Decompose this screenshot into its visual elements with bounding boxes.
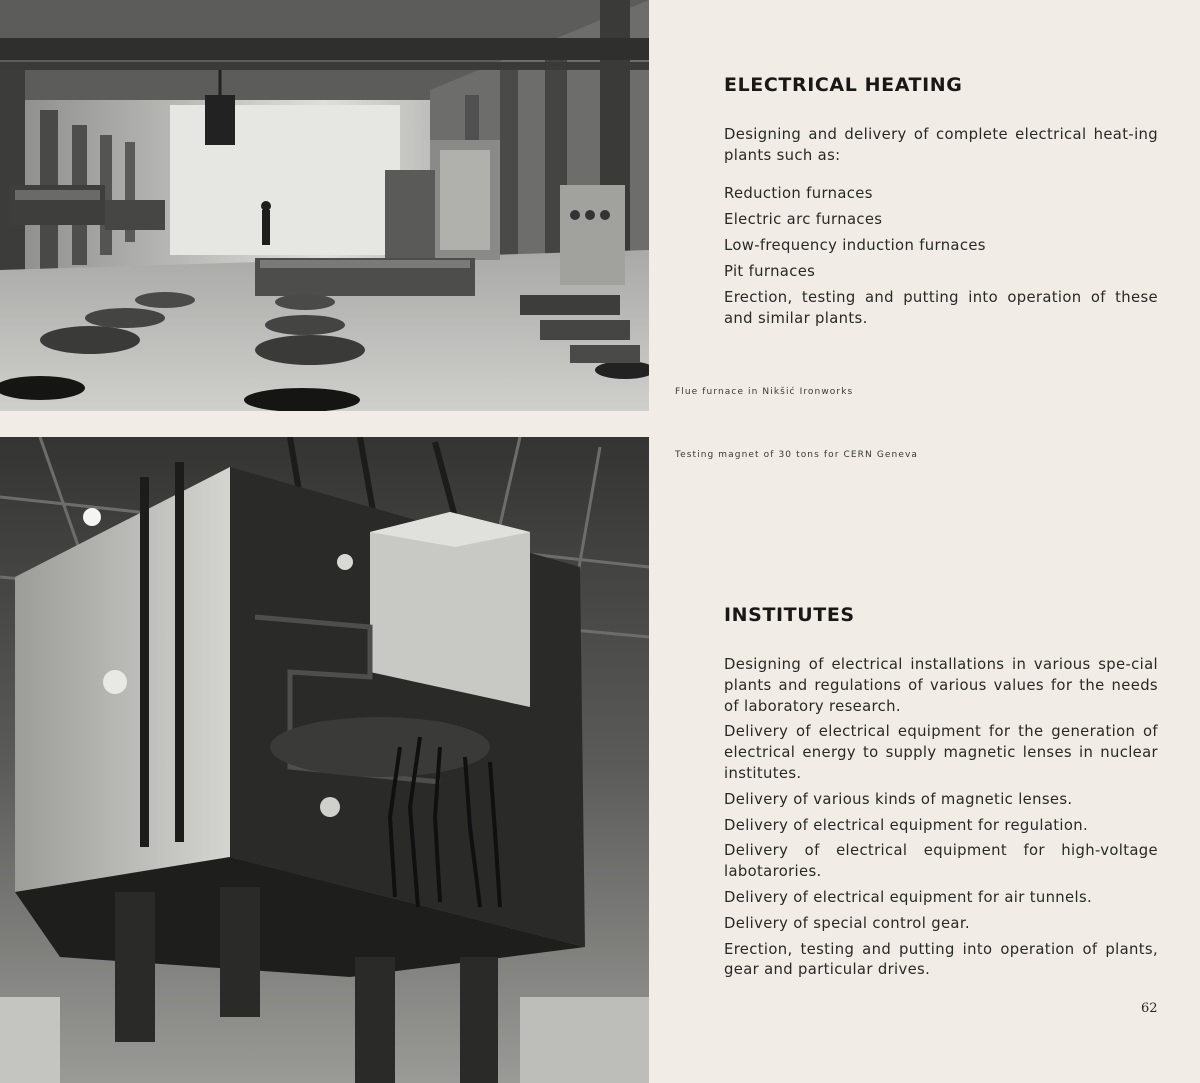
caption-testing-magnet: Testing magnet of 30 tons for CERN Geneva bbox=[675, 450, 919, 460]
list-item: Low-frequency induction furnaces bbox=[724, 237, 986, 254]
heating-list bbox=[724, 181, 1158, 330]
list-item: Erection, testing and putting into operation of plants, gear and particular drives. bbox=[724, 940, 1158, 979]
list-item: Designing of electrical installations in various spe-cial plants and regulations of various values for the needs of laboratory research. bbox=[724, 656, 1158, 715]
photo-flue-furnace-hall bbox=[0, 0, 649, 411]
list-item: Delivery of electrical equipment for regulation. bbox=[724, 816, 1089, 834]
list-item: Electric arc furnaces bbox=[724, 211, 883, 228]
list-item: Delivery of various kinds of magnetic lenses. bbox=[724, 790, 1073, 808]
page-number: 62 bbox=[1141, 1001, 1158, 1016]
heating-intro bbox=[724, 125, 1158, 167]
list-item: Delivery of electrical equipment for high-voltage labotarories. bbox=[724, 842, 1158, 881]
caption-flue-furnace: Flue furnace in Nikšić Ironworks bbox=[675, 387, 854, 397]
list-item: Pit furnaces bbox=[724, 263, 816, 280]
institutes-list bbox=[724, 655, 1158, 986]
list-item: Erection, testing and putting into operation of these and similar plants. bbox=[724, 289, 1158, 327]
section-title-electrical-heating: ELECTRICAL HEATING bbox=[724, 74, 963, 96]
list-item: Delivery of special control gear. bbox=[724, 914, 970, 932]
photo-testing-magnet bbox=[0, 437, 649, 1083]
section-title-institutes: INSTITUTES bbox=[724, 604, 855, 626]
list-item: Delivery of electrical equipment for air tunnels. bbox=[724, 888, 1093, 906]
list-item: Reduction furnaces bbox=[724, 185, 873, 202]
list-item: Delivery of electrical equipment for the generation of electrical energy to supply magnetic lenses in nuclear institutes. bbox=[724, 723, 1158, 782]
heating-intro-text: Designing and delivery of complete electrical heat-ing plants such as: bbox=[724, 126, 1158, 164]
